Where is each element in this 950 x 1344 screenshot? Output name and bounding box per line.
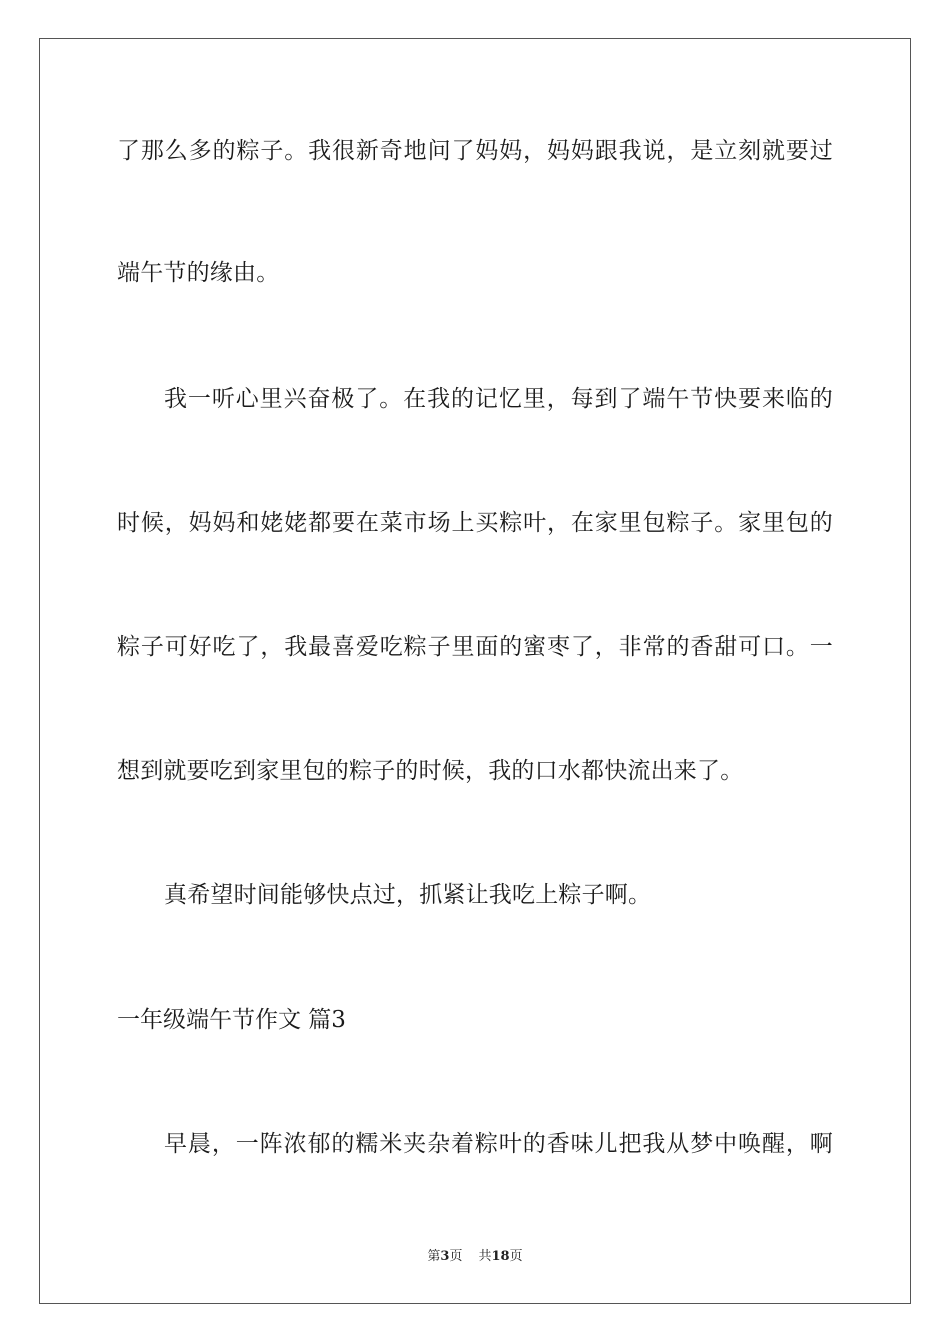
footer-page-number: 3 [440, 1249, 450, 1264]
paragraph-line-6: 想到就要吃到家里包的粽子的时候，我的口水都快流出来了。 [117, 758, 744, 784]
page-footer [0, 1248, 950, 1266]
footer-total-prefix: 共 [478, 1249, 492, 1264]
paragraph-line-7: 真希望时间能够快点过，抓紧让我吃上粽子啊。 [164, 882, 652, 908]
section-heading: 一年级端午节作文 篇3 [117, 1007, 346, 1033]
footer-page-suffix: 页 [449, 1249, 463, 1264]
footer-total-pages: 18 [491, 1249, 510, 1264]
paragraph-line-1: 了那么多的粽子。我很新奇地问了妈妈，妈妈跟我说，是立刻就要过 [117, 138, 833, 164]
paragraph-line-8: 早晨，一阵浓郁的糯米夹杂着粽叶的香味儿把我从梦中唤醒，啊 [164, 1131, 833, 1157]
paragraph-line-2: 端午节的缘由。 [117, 260, 280, 286]
paragraph-line-4: 时候，妈妈和姥姥都要在菜市场上买粽叶，在家里包粽子。家里包的 [117, 510, 833, 536]
paragraph-line-3: 我一听心里兴奋极了。在我的记忆里，每到了端午节快要来临的 [164, 386, 833, 412]
paragraph-line-5: 粽子可好吃了，我最喜爱吃粽子里面的蜜枣了，非常的香甜可口。一 [117, 634, 833, 660]
page-frame [39, 38, 911, 1304]
footer-total-suffix: 页 [509, 1249, 523, 1264]
footer-page-prefix: 第 [427, 1249, 441, 1264]
